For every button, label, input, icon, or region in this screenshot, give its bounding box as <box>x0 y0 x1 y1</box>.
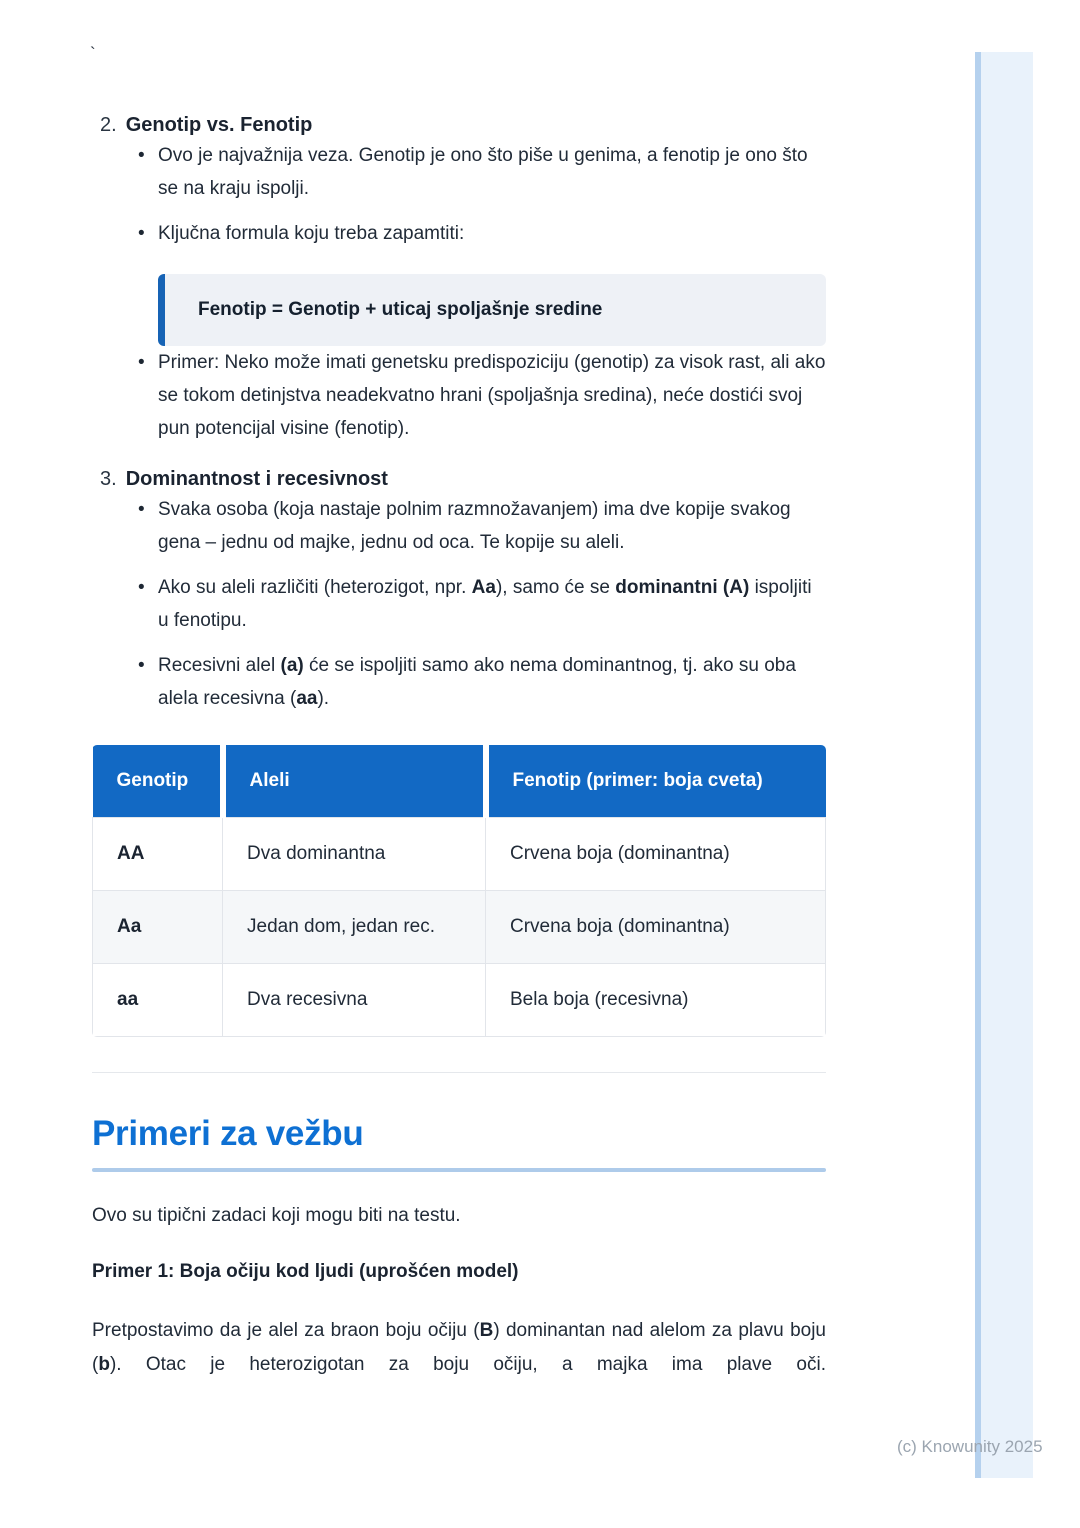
right-edge-panel <box>975 52 1033 1478</box>
table-row <box>93 891 826 964</box>
example-1-heading: Primer 1: Boja očiju kod ljudi (uprošćen model) <box>92 1261 519 1282</box>
bold-term: dominantni (A) <box>615 577 750 598</box>
text-segment: ispoljiti u fenotipu. <box>158 577 812 631</box>
bullet-item <box>92 217 826 250</box>
section-3-heading <box>100 465 826 493</box>
table-cell: aa <box>93 964 223 1037</box>
table-header-row <box>93 745 826 818</box>
section-title: Dominantnost i recesivnost <box>125 468 388 490</box>
text-segment: Primer: Neko može imati genetsku predispoziciju (genotip) za visok rast, ali ako se tokom detinjstva neadekvatno hrani (spoljašnja sredina), neće dostići svoj pun potencijal visine (fenotip). <box>158 352 826 439</box>
table-cell: AA <box>93 818 223 891</box>
text-segment: ). Otac je heterozigotan za boju očiju, a majka ima plave oči. <box>109 1354 826 1375</box>
table-header-cell: Genotip <box>93 745 223 818</box>
table-cell: Crvena boja (dominantna) <box>486 818 826 891</box>
text-segment: Svaka osoba (koja nastaje polnim razmnožavanjem) ima dve kopije svakog gena – jednu od majke, jednu od oca. Te kopije su aleli. <box>158 499 791 553</box>
table-cell: Jedan dom, jedan rec. <box>223 891 486 964</box>
document-content <box>92 0 826 1382</box>
bullet-item <box>92 346 826 445</box>
section-title: Genotip vs. Fenotip <box>125 114 313 136</box>
bold-term: aa <box>296 688 318 709</box>
text-segment: ), samo će se <box>495 577 616 598</box>
table-header-cell: Fenotip (primer: boja cveta) <box>486 745 826 818</box>
table-cell: Crvena boja (dominantna) <box>486 891 826 964</box>
table-cell: Dva recesivna <box>223 964 486 1037</box>
bullet-item <box>92 139 826 205</box>
formula-callout <box>158 274 826 346</box>
table-cell: Dva dominantna <box>223 818 486 891</box>
text-segment: ) dominantan nad alelom za plavu boju ( <box>92 1320 826 1375</box>
genetics-table-wrapper <box>92 745 826 1037</box>
formula-text: Fenotip = Genotip + uticaj spoljašnje sredine <box>198 299 603 320</box>
stray-backtick-char: ` <box>90 44 96 63</box>
text-segment: Recesivni alel <box>158 655 281 676</box>
text-segment: ). <box>317 688 330 709</box>
bullet-item <box>92 493 826 559</box>
section-2-list-continued <box>92 346 826 445</box>
bold-term: B <box>479 1320 494 1341</box>
section-number: 2. <box>100 114 117 136</box>
table-header-cell: Aleli <box>223 745 486 818</box>
table-cell: Bela boja (recesivna) <box>486 964 826 1037</box>
table-row <box>93 964 826 1037</box>
text-segment: Pretpostavimo da je alel za braon boju očiju ( <box>92 1320 480 1341</box>
text-segment: Ako su aleli različiti (heterozigot, npr. <box>158 577 472 598</box>
bold-term: (a) <box>280 655 304 676</box>
text-segment: Ovo je najvažnija veza. Genotip je ono što piše u genima, a fenotip je ono što se na kraju ispolji. <box>158 145 808 199</box>
table-row <box>93 818 826 891</box>
section-number: 3. <box>100 468 117 490</box>
bullet-item <box>92 649 826 715</box>
section-2-heading <box>100 111 826 139</box>
page-title: Primeri za vežbu <box>92 1114 364 1153</box>
example-1-paragraph <box>92 1314 826 1382</box>
table-cell: Aa <box>93 891 223 964</box>
text-segment: Ključna formula koju treba zapamtiti: <box>158 223 465 244</box>
title-underline <box>92 1168 826 1172</box>
intro-paragraph: Ovo su tipični zadaci koji mogu biti na testu. <box>92 1205 461 1226</box>
bullet-item <box>92 571 826 637</box>
section-3-list <box>92 493 826 715</box>
bold-term: b <box>98 1354 110 1375</box>
genetics-table <box>92 745 826 1037</box>
copyright-label: (c) Knowunity 2025 <box>897 1437 1043 1456</box>
bold-term: Aa <box>471 577 496 598</box>
section-2-list <box>92 139 826 250</box>
text-segment: će se ispoljiti samo ako nema dominantnog, tj. ako su oba alela recesivna ( <box>158 655 796 709</box>
section-divider <box>92 1072 826 1073</box>
